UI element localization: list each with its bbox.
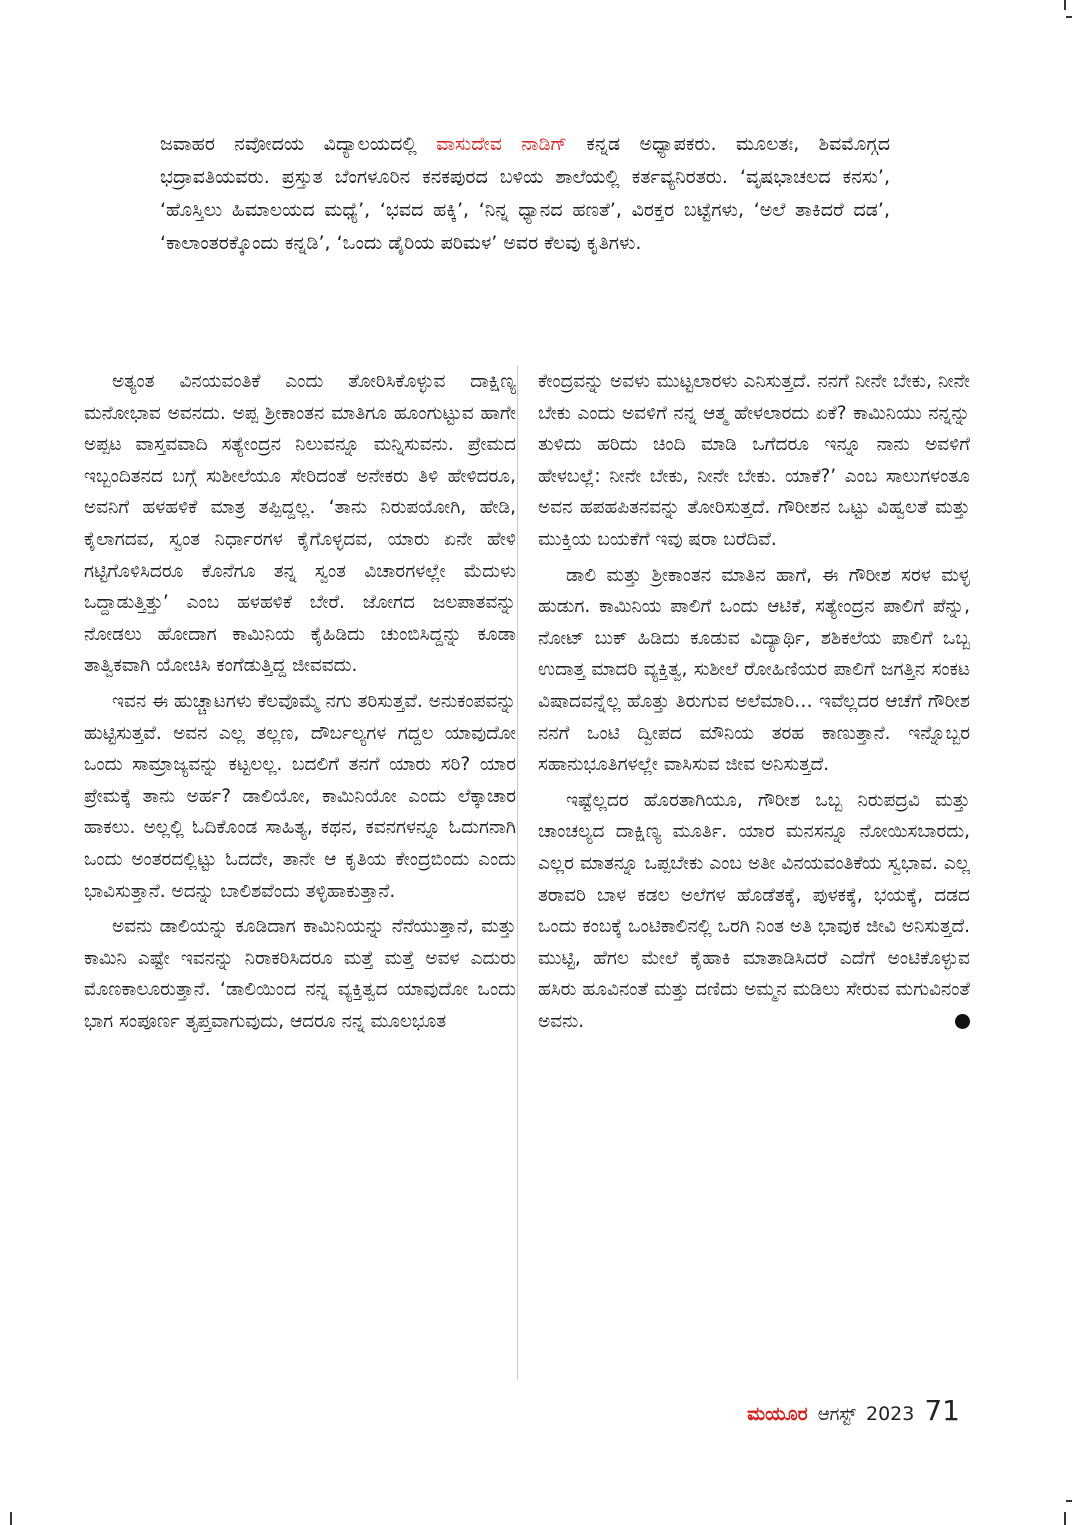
magazine-name: ಮಯೂರ [747,1403,808,1425]
paragraph: ಇವನ ಈ ಹುಚ್ಚಾಟಗಳು ಕೆಲವೊಮ್ಮೆ ನಗು ತರಿಸುತ್ತವೆ. ಅನುಕಂಪವನ್ನು ಹುಟ್ಟಿಸುತ್ತವೆ. ಅವನ ಎಲ್ಲ ತಲ್ಲಣ, ದೌರ್ಬಲ್ಯಗಳ ಗದ್ದಲ ಯಾವುದೋ ಒಂದು ಸಾಮ್ರಾಜ್ಯವನ್ನು ಕಟ್ಟಲಲ್ಲ. ಬದಲಿಗೆ ತನಗೆ ಯಾರು ಸರಿ? ಯಾರ ಪ್ರೇಮಕ್ಕೆ ತಾನು ಅರ್ಹ? ಡಾಲಿಯೋ, ಕಾಮಿನಿಯೋ ಎಂದು ಲೆಕ್ಕಾಚಾರ ಹಾಕಲು. ಅಲ್ಲಲ್ಲಿ ಓದಿಕೊಂಡ ಸಾಹಿತ್ಯ, ಕಥನ, ಕವನಗಳನ್ನೂ ಓದುಗನಾಗಿ ಒಂದು ಅಂತರದಲ್ಲಿಟ್ಟು ಓದದೇ, ತಾನೇ ಆ ಕೃತಿಯ ಕೇಂದ್ರಬಿಂದು ಎಂದು ಭಾವಿಸುತ್ತಾನೆ. ಅದನ್ನು ಬಾಲಿಶವೆಂದು ತಳ್ಳಿಹಾಕುತ್ತಾನೆ. [84,690,516,902]
page-number: 71 [924,1394,960,1427]
paragraph: ಅತ್ಯಂತ ವಿನಯವಂತಿಕೆ ಎಂದು ತೋರಿಸಿಕೊಳ್ಳುವ ದಾಕ್ಷಿಣ್ಯ ಮನೋಭಾವ ಅವನದು. ಅಪ್ಪ ಶ್ರೀಕಾಂತನ ಮಾತಿಗೂ ಹೂಂಗುಟ್ಟುವ ಹಾಗೇ ಅಪ್ಪಟ ವಾಸ್ತವವಾದಿ ಸತ್ಯೇಂದ್ರನ ನಿಲುವನ್ನೂ ಮನ್ನಿಸುವನು. ಪ್ರೇಮದ ಇಬ್ಬಂದಿತನದ ಬಗ್ಗೆ ಸುಶೀಲೆಯೂ ಸೇರಿದಂತೆ ಅನೇಕರು ತಿಳಿ ಹೇಳಿದರೂ, ಅವನಿಗೆ ಹಳಹಳಿಕೆ ಮಾತ್ರ ತಪ್ಪಿದ್ದಲ್ಲ. ‘ತಾನು ನಿರುಪಯೋಗಿ, ಹೇಡಿ, ಕೈಲಾಗದವ, ಸ್ವಂತ ನಿರ್ಧಾರಗಳ ಕೈಗೊಳ್ಳದವ, ಯಾರು ಏನೇ ಹೇಳಿ ಗಟ್ಟಿಗೊಳಿಸಿದರೂ ಕೊನೆಗೂ ತನ್ನ ಸ್ವಂತ ವಿಚಾರಗಳಲ್ಲೇ ಮೆದುಳು ಒದ್ದಾಡುತ್ತಿತ್ತು’ ಎಂಬ ಹಳಹಳಿಕೆ ಬೇರೆ. ಜೋಗದ ಜಲಪಾತವನ್ನು ನೋಡಲು ಹೋದಾಗ ಕಾಮಿನಿಯ ಕೈಹಿಡಿದು ಚುಂಬಿಸಿದ್ದನ್ನು ಕೂಡಾ ತಾತ್ವಿಕವಾಗಿ ಯೋಚಿಸಿ ಕಂಗೆಡುತ್ತಿದ್ದ ಜೀವವದು. [84,371,516,677]
paragraph-continued: ಕೇಂದ್ರವನ್ನು ಅವಳು ಮುಟ್ಟಲಾರಳು ಎನಿಸುತ್ತದೆ. ನನಗೆ ನೀನೇ ಬೇಕು, ನೀನೇ ಬೇಕು ಎಂದು ಅವಳಿಗೆ ನನ್ನ ಆತ್ಮ ಹೇಳಲಾರದು ಏಕೆ? ಕಾಮಿನಿಯು ನನ್ನನ್ನು ತುಳಿದು ಹರಿದು ಚಿಂದಿ ಮಾಡಿ ಒಗೆದರೂ ಇನ್ನೂ ನಾನು ಅವಳಿಗೆ ಹೇಳಬಲ್ಲೆ: ನೀನೇ ಬೇಕು, ನೀನೇ ಬೇಕು. ಯಾಕೆ?’ ಎಂಬ ಸಾಲುಗಳಂತೂ ಅವನ ಹಪಹಪಿತನವನ್ನು ತೋರಿಸುತ್ತದೆ. ಗೌರೀಶನ ಒಟ್ಟು ವಿಹ್ವಲತೆ ಮತ್ತು ಮುಕ್ತಿಯ ಬಯಕೆಗೆ ಇವು ಷರಾ ಬರೆದಿವೆ. [538,371,970,550]
paragraph: ಅವನು ಡಾಲಿಯನ್ನು ಕೂಡಿದಾಗ ಕಾಮಿನಿಯನ್ನು ನೆನೆಯುತ್ತಾನೆ, ಮತ್ತು ಕಾಮಿನಿ ಎಷ್ಟೇ ಇವನನ್ನು ನಿರಾಕರಿಸಿದರೂ ಮತ್ತೆ ಮತ್ತೆ ಅವಳ ಎದುರು ಮೊಣಕಾಲೂರುತ್ತಾನೆ. ‘ಡಾಲಿಯಿಂದ ನನ್ನ ವ್ಯಕ್ತಿತ್ವದ ಯಾವುದೋ ಒಂದು ಭಾಗ ಸಂಪೂರ್ಣ ತೃಪ್ತವಾಗುವುದು, ಆದರೂ ನನ್ನ ಮೂಲಭೂತ [84,916,516,1032]
crop-mark-bottom-right-tick [1066,1500,1072,1502]
column-divider [517,366,518,1380]
bio-text-before: ಜವಾಹರ ನವೋದಯ ವಿದ್ಯಾಲಯದಲ್ಲಿ [160,133,417,155]
crop-mark-top-right-tick [1066,16,1072,18]
page-footer [747,1394,960,1428]
issue-month: ಆಗಸ್ಟ್ [817,1404,856,1425]
crop-mark-bottom-left [10,1512,12,1525]
author-bio [160,128,890,260]
author-name: ವಾಸುದೇವ ನಾಡಿಗ್ [436,133,567,155]
article-column-left [84,366,516,1041]
paragraph [538,785,970,1038]
article-column-right [538,366,970,1041]
paragraph: ಡಾಲಿ ಮತ್ತು ಶ್ರೀಕಾಂತನ ಮಾತಿನ ಹಾಗೆ, ಈ ಗೌರೀಶ ಸರಳ ಮಳ್ಳ ಹುಡುಗ. ಕಾಮಿನಿಯ ಪಾಲಿಗೆ ಒಂದು ಆಟಿಕೆ, ಸತ್ಯೇಂದ್ರನ ಪಾಲಿಗೆ ಪೆನ್ನು, ನೋಟ್ ಬುಕ್ ಹಿಡಿದು ಕೂಡುವ ವಿದ್ಯಾರ್ಥಿ, ಶಶಿಕಲೆಯ ಪಾಲಿಗೆ ಒಬ್ಬ ಉದಾತ್ತ ಮಾದರಿ ವ್ಯಕ್ತಿತ್ವ, ಸುಶೀಲೆ ರೋಹಿಣಿಯರ ಪಾಲಿಗೆ ಜಗತ್ತಿನ ಸಂಕಟ ವಿಷಾದವನ್ನೆಲ್ಲ ಹೊತ್ತು ತಿರುಗುವ ಅಲೆಮಾರಿ… ಇವೆಲ್ಲದರ ಆಚೆಗೆ ಗೌರೀಶ ನನಗೆ ಒಂಟಿ ದ್ವೀಪದ ಮೌನಿಯ ತರಹ ಕಾಣುತ್ತಾನೆ. ಇನ್ನೊಬ್ಬರ ಸಹಾನುಭೂತಿಗಳಲ್ಲೇ ವಾಸಿಸುವ ಜೀವ ಅನಿಸುತ್ತದೆ. [538,564,970,776]
crop-mark-top-right [1064,0,1066,10]
paragraph-text: ಇಷ್ಟೆಲ್ಲದರ ಹೊರತಾಗಿಯೂ, ಗೌರೀಶ ಒಬ್ಬ ನಿರುಪದ್ರವಿ ಮತ್ತು ಚಾಂಚಲ್ಯದ ದಾಕ್ಷಿಣ್ಯ ಮೂರ್ತಿ. ಯಾರ ಮನಸನ್ನೂ ನೋಯಿಸಬಾರದು, ಎಲ್ಲರ ಮಾತನ್ನೂ ಒಪ್ಪಬೇಕು ಎಂಬ ಅತೀ ವಿನಯವಂತಿಕೆಯ ಸ್ವಭಾವ. ಎಲ್ಲ ತರಾವರಿ ಬಾಳ ಕಡಲ ಅಲೆಗಳ ಹೊಡೆತಕ್ಕೆ, ಪುಳಕಕ್ಕೆ, ಭಯಕ್ಕೆ, ದಡದ ಒಂದು ಕಂಬಕ್ಕೆ ಒಂಟಿಕಾಲಿನಲ್ಲಿ ಒರಗಿ ನಿಂತ ಅತಿ ಭಾವುಕ ಜೀವಿ ಅನಿಸುತ್ತದೆ. ಮುಟ್ಟಿ, ಹೆಗಲ ಮೇಲೆ ಕೈಹಾಕಿ ಮಾತಾಡಿಸಿದರೆ ಎದೆಗೆ ಅಂಟಿಕೊಳ್ಳುವ ಹಸಿರು ಹೂವಿನಂತೆ ಮತ್ತು ದಣಿದು ಅಮ್ಮನ ಮಡಿಲು ಸೇರುವ ಮಗುವಿನಂತೆ ಅವನು. [538,789,971,1032]
crop-mark-bottom-right [1064,1512,1066,1525]
issue-year: 2023 [866,1403,915,1425]
bio-text-after: ಕನ್ನಡ ಅಧ್ಯಾಪಕರು. ಮೂಲತಃ, ಶಿವಮೊಗ್ಗದ ಭದ್ರಾವತಿಯವರು. ಪ್ರಸ್ತುತ ಬೆಂಗಳೂರಿನ ಕನಕಪುರದ ಬಳಿಯ ಶಾಲೆಯಲ್ಲಿ ಕರ್ತವ್ಯನಿರತರು. ‘ವೃಷಭಾಚಲದ ಕನಸು’, ‘ಹೊಸ್ತಿಲು ಹಿಮಾಲಯದ ಮಧ್ಯೆ’, ‘ಭವದ ಹಕ್ಕಿ’, ‘ನಿನ್ನ ಧ್ಯಾನದ ಹಣತೆ’, ವಿರಕ್ತರ ಬಟ್ಟೆಗಳು, ‘ಅಲೆ ತಾಕಿದರೆ ದಡ’, ‘ಕಾಲಾಂತರಕ್ಕೊಂದು ಕನ್ನಡಿ’, ‘ಒಂದು ಡೈರಿಯ ಪರಿಮಳ’ ಅವರ ಕೆಲವು ಕೃತಿಗಳು. [160,133,890,254]
end-of-article-bullet-icon [955,1014,970,1029]
